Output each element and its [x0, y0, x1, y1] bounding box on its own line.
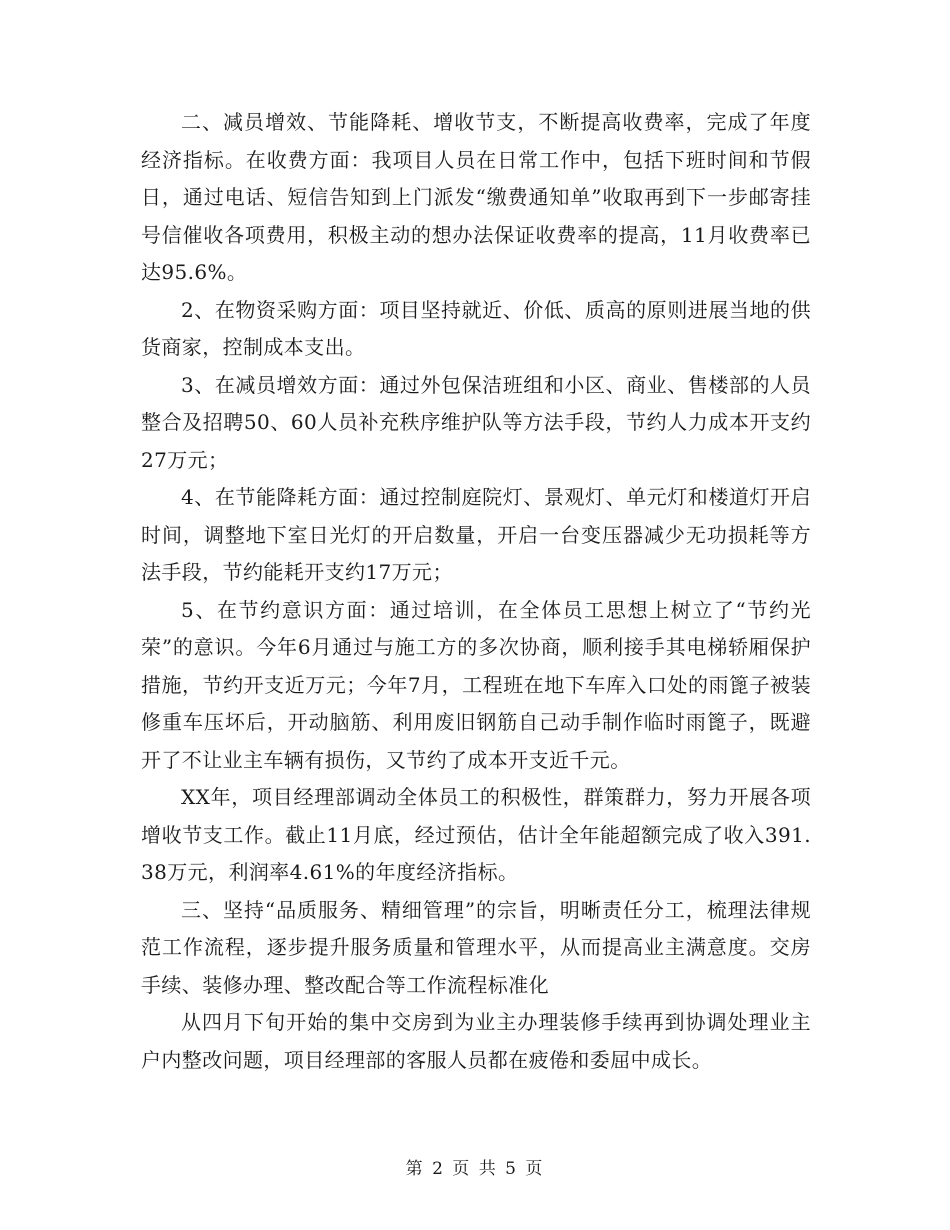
paragraph-staff-reduction: 3、在减员增效方面：通过外包保洁班组和小区、商业、售楼部的人员整合及招聘50、60人员补充秩序维护队等方法手段，节约人力成本开支约27万元；	[141, 372, 811, 472]
paragraph-service-quality: 三、坚持“品质服务、精细管理”的宗旨，明晰责任分工，梳理法律规范工作流程，逐步提升服务质量和管理水平，从而提高业主满意度。交房手续、装修办理、整改配合等工作流程标准化	[141, 897, 811, 997]
paragraph-energy-saving: 4、在节能降耗方面：通过控制庭院灯、景观灯、单元灯和楼道灯开启时间，调整地下室日光灯的开启数量，开启一台变压器减少无功损耗等方法手段，节约能耗开支约17万元；	[141, 485, 811, 584]
paragraph-customer-service: 从四月下旬开始的集中交房到为业主办理装修手续再到协调处理业主户内整改问题，项目经理部的客服人员都在疲倦和委屈中成长。	[141, 1010, 811, 1072]
paragraph-annual-summary: XX年，项目经理部调动全体员工的积极性，群策群力，努力开展各项增收节支工作。截止11月底，经过预估，估计全年能超额完成了收入391.38万元，利润率4.61%的年度经济指标。	[141, 785, 811, 884]
paragraph-cost-reduction-intro: 二、减员增效、节能降耗、增收节支，不断提高收费率，完成了年度经济指标。在收费方面：我项目人员在日常工作中，包括下班时间和节假日，通过电话、短信告知到上门派发“缴费通知单”收取再到下一步邮寄挂号信催收各项费用，积极主动的想办法保证收费率的提高，11月收费率已达95.6%。	[141, 110, 811, 284]
paragraph-procurement: 2、在物资采购方面：项目坚持就近、价低、质高的原则进展当地的供货商家，控制成本支出。	[141, 297, 811, 359]
paragraph-saving-awareness: 5、在节约意识方面：通过培训，在全体员工思想上树立了“节约光荣”的意识。今年6月通过与施工方的多次协商，顺利接手其电梯轿厢保护措施，节约开支近万元；今年7月，工程班在地下车库入口处的雨篦子被装修重车压坏后，开动脑筋、利用废旧钢筋自己动手制作临时雨篦子，既避开了不让业主车辆有损伤，又节约了成本开支近千元。	[141, 597, 811, 772]
page-number-footer: 第 2 页 共 5 页	[405, 1159, 545, 1179]
document-body	[141, 104, 811, 1079]
